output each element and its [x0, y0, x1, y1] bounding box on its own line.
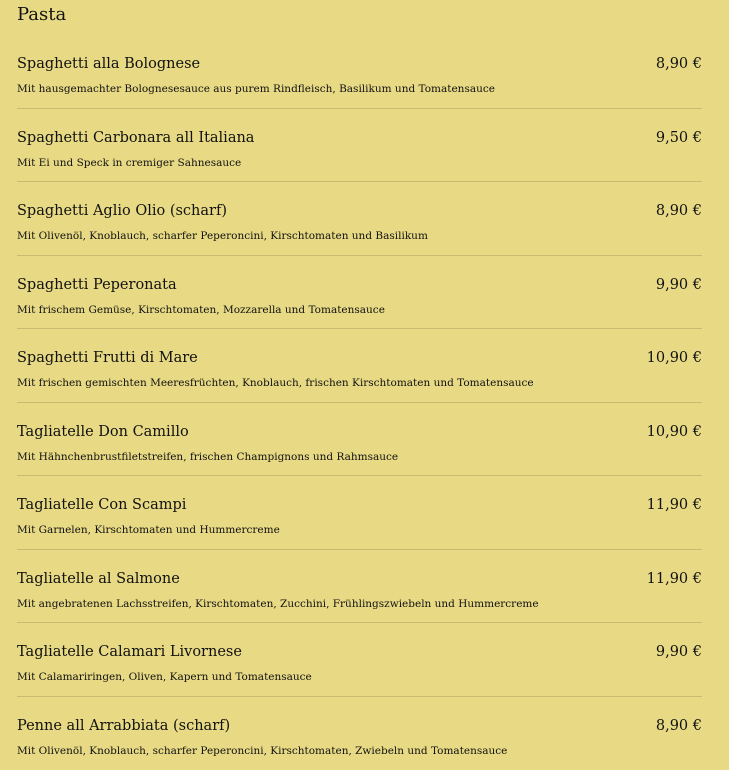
menu-item-name: Tagliatelle Don Camillo — [17, 423, 189, 440]
menu-item-price: 9,90 € — [655, 644, 702, 660]
menu-item-description: Mit Hähnchenbrustfiletstreifen, frischen Champignons und Rahmsauce — [17, 450, 399, 463]
menu-item-name: Spaghetti alla Bolognese — [17, 56, 201, 72]
menu-item-description: Mit hausgemachter Bolognesesauce aus purem Rindfleisch, Basilikum und Tomatensauce — [17, 83, 495, 95]
menu-item-header — [17, 717, 702, 737]
menu-item-price: 11,90 € — [646, 570, 702, 587]
menu-item-header — [17, 129, 702, 149]
menu-item-description: Mit frischem Gemüse, Kirschtomaten, Mozzarella und Tomatensauce — [17, 303, 385, 316]
menu-item-header — [17, 55, 702, 75]
menu-item — [17, 35, 702, 109]
menu-item — [17, 697, 702, 770]
menu-item-price: 8,90 € — [655, 717, 702, 734]
menu-item — [17, 623, 702, 697]
menu-item-description: Mit Calamariringen, Oliven, Kapern und Tomatensauce — [17, 671, 312, 683]
menu-item-price: 9,90 € — [655, 276, 702, 293]
menu-item — [17, 476, 702, 550]
menu-item — [17, 550, 702, 624]
menu-item-price: 9,50 € — [655, 129, 702, 146]
menu-item-price: 8,90 € — [655, 203, 702, 219]
menu-item — [17, 403, 702, 477]
menu-item-list — [17, 35, 702, 770]
menu-item-header — [17, 496, 702, 516]
menu-item-name: Spaghetti Peperonata — [17, 276, 177, 293]
menu-item-price: 8,90 € — [655, 56, 702, 72]
menu-item-description: Mit Garnelen, Kirschtomaten und Hummercreme — [17, 524, 280, 536]
menu-item-header — [17, 202, 702, 222]
menu-item — [17, 256, 702, 330]
menu-item-description: Mit Olivenöl, Knoblauch, scharfer Peperoncini, Kirschtomaten und Basilikum — [17, 230, 428, 242]
menu-item-description: Mit frischen gemischten Meeresfrüchten, Knoblauch, frischen Kirschtomaten und Tomatensauce — [17, 377, 534, 389]
menu-item-header — [17, 349, 702, 369]
menu-item — [17, 182, 702, 256]
menu-item-header — [17, 643, 702, 663]
menu-item-price: 11,90 € — [646, 497, 702, 513]
menu-item-name: Spaghetti Aglio Olio (scharf) — [17, 203, 227, 219]
menu-item — [17, 109, 702, 183]
menu-item — [17, 329, 702, 403]
menu-item-description: Mit Olivenöl, Knoblauch, scharfer Peperoncini, Kirschtomaten, Zwiebeln und Tomatensauce — [17, 744, 508, 757]
menu-item-header — [17, 423, 702, 443]
menu-item-header — [17, 276, 702, 296]
menu-item-description: Mit angebratenen Lachsstreifen, Kirschtomaten, Zucchini, Frühlingszwiebeln und Hummercreme — [17, 597, 539, 610]
menu-item-name: Tagliatelle al Salmone — [17, 570, 180, 587]
menu-item-price: 10,90 € — [646, 350, 702, 366]
section-title: Pasta — [17, 4, 67, 25]
menu-item-name: Spaghetti Carbonara all Italiana — [17, 129, 255, 146]
menu-item-price: 10,90 € — [646, 423, 702, 440]
menu-item-header — [17, 570, 702, 590]
menu-item-name: Penne all Arrabbiata (scharf) — [17, 717, 231, 734]
menu-item-name: Tagliatelle Calamari Livornese — [17, 644, 242, 660]
menu-item-name: Spaghetti Frutti di Mare — [17, 350, 198, 366]
menu-item-description: Mit Ei und Speck in cremiger Sahnesauce — [17, 156, 242, 169]
menu-item-name: Tagliatelle Con Scampi — [17, 497, 187, 513]
